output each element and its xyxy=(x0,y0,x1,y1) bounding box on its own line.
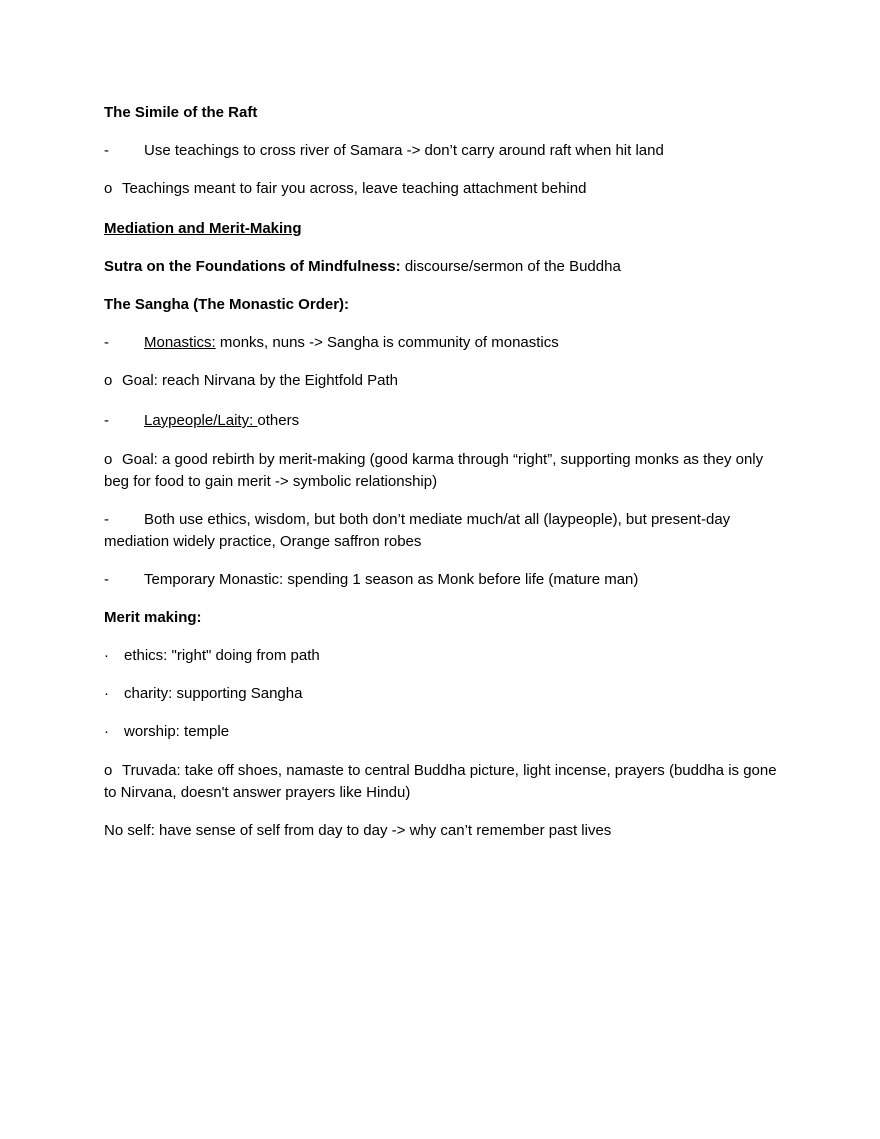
list-item xyxy=(104,332,784,354)
circle-marker: o xyxy=(104,451,113,468)
list-item-text: Temporary Monastic: spending 1 season as Monk before life (mature man) xyxy=(144,571,639,588)
dash-marker: - xyxy=(104,142,109,159)
list-item xyxy=(104,178,784,200)
list-item xyxy=(104,683,784,705)
sutra-line xyxy=(104,256,784,278)
heading-merit-making: Merit making: xyxy=(104,609,202,626)
dash-marker: - xyxy=(104,511,109,528)
list-item-text: Teachings meant to fair you across, leave teaching attachment behind xyxy=(122,180,587,197)
list-item-text: Goal: a good rebirth by merit-making (good karma through “right”, supporting monks as they only beg for food to gain merit -> symbolic relationship) xyxy=(104,451,764,490)
dash-marker: - xyxy=(104,334,109,351)
sutra-label: Sutra on the Foundations of Mindfulness: xyxy=(104,258,401,275)
circle-marker: o xyxy=(104,180,113,197)
list-item xyxy=(104,140,784,162)
bullet-marker: · xyxy=(104,685,109,702)
term-monastics: Monastics: xyxy=(144,334,216,351)
list-item-text: Both use ethics, wisdom, but both don’t mediate much/at all (laypeople), but present-day mediation widely practice, Orange saffron robes xyxy=(104,511,731,550)
circle-marker: o xyxy=(104,762,113,779)
heading-simile-of-the-raft: The Simile of the Raft xyxy=(104,104,258,121)
list-item-text: worship: temple xyxy=(124,723,230,740)
list-item-text: charity: supporting Sangha xyxy=(124,685,303,702)
heading-mediation-and-merit-making: Mediation and Merit-Making xyxy=(104,220,302,237)
list-item xyxy=(104,645,784,667)
list-item xyxy=(104,760,784,804)
bullet-marker: · xyxy=(104,723,109,740)
closing-note: No self: have sense of self from day to day -> why can’t remember past lives xyxy=(104,822,612,839)
list-item xyxy=(104,721,784,743)
sutra-text: discourse/sermon of the Buddha xyxy=(400,258,621,275)
list-item-text: others xyxy=(257,412,300,429)
list-item xyxy=(104,509,784,553)
dash-marker: - xyxy=(104,412,109,429)
list-item-text: Use teachings to cross river of Samara -> don’t carry around raft when hit land xyxy=(144,142,664,159)
list-item-text: monks, nuns -> Sangha is community of monastics xyxy=(215,334,559,351)
list-item xyxy=(104,569,784,591)
dash-marker: - xyxy=(104,571,109,588)
list-item xyxy=(104,370,784,392)
list-item-text: Truvada: take off shoes, namaste to central Buddha picture, light incense, prayers (buddha is gone to Nirvana, doesn't answer prayers like Hindu) xyxy=(104,762,777,801)
list-item-text: ethics: "right" doing from path xyxy=(124,647,320,664)
bullet-marker: · xyxy=(104,647,109,664)
heading-sangha: The Sangha (The Monastic Order): xyxy=(104,296,350,313)
circle-marker: o xyxy=(104,372,113,389)
term-laypeople: Laypeople/Laity: xyxy=(144,412,258,429)
list-item-text: Goal: reach Nirvana by the Eightfold Path xyxy=(122,372,398,389)
list-item xyxy=(104,449,784,493)
list-item xyxy=(104,410,784,432)
